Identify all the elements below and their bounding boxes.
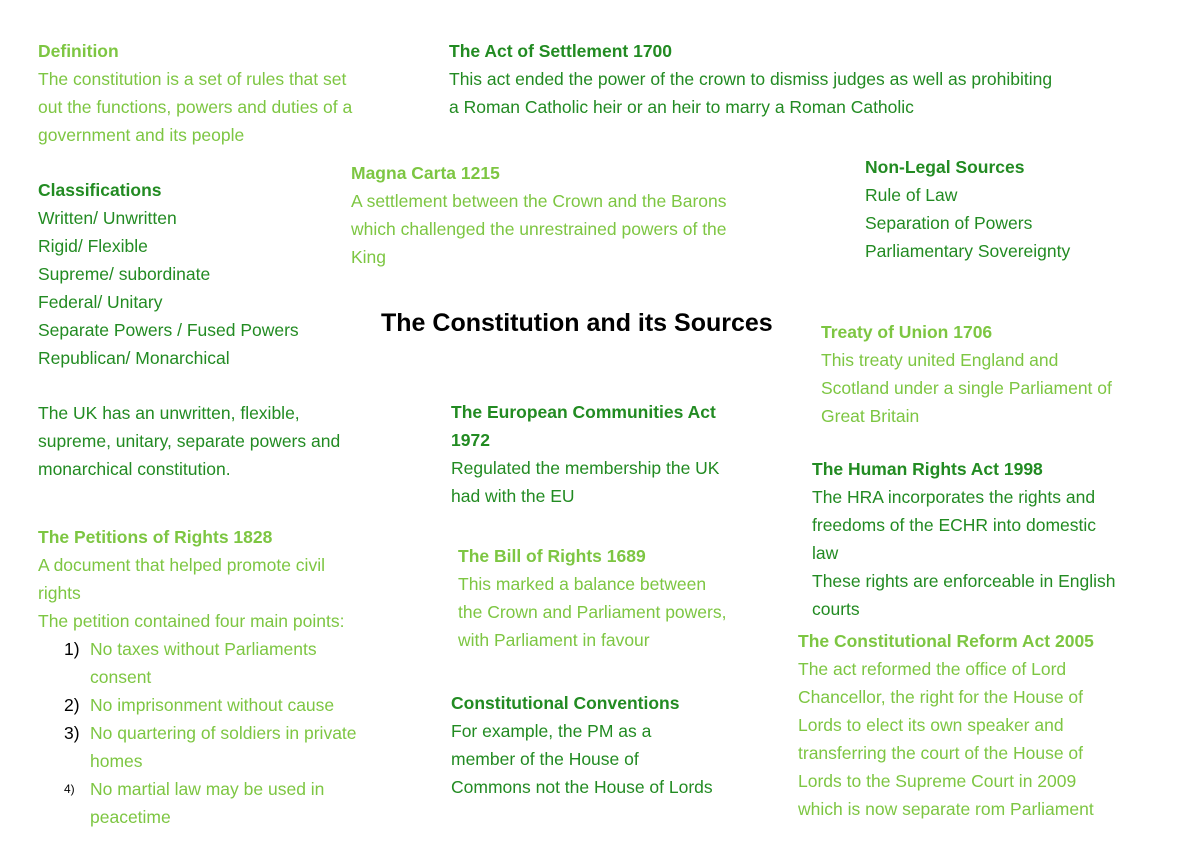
settlement-line: a Roman Catholic heir or an heir to marry a Roman Catholic	[449, 97, 914, 117]
classifications-section	[38, 176, 299, 372]
classification-item: Republican/ Monarchical	[38, 348, 230, 368]
definition-heading: Definition	[38, 41, 119, 61]
magna-carta-line: King	[351, 247, 387, 267]
classifications-heading: Classifications	[38, 180, 162, 200]
hra-line: The HRA incorporates the rights and	[812, 487, 1096, 507]
list-item	[38, 775, 357, 831]
treaty-union-heading: Treaty of Union 1706	[821, 322, 993, 342]
conventions-line: member of the House of	[451, 749, 639, 769]
definition-line: government and its people	[38, 125, 245, 145]
classification-item: Rigid/ Flexible	[38, 236, 148, 256]
definition-line: out the functions, powers and duties of a	[38, 97, 353, 117]
treaty-union-line: Scotland under a single Parliament of	[821, 378, 1112, 398]
classification-item: Federal/ Unitary	[38, 292, 163, 312]
classification-item: Supreme/ subordinate	[38, 264, 211, 284]
hra-heading: The Human Rights Act 1998	[812, 459, 1043, 479]
petitions-line: A document that helped promote civil	[38, 555, 325, 575]
petitions-points-list	[38, 635, 357, 831]
list-item	[38, 635, 357, 691]
hra-line: law	[812, 543, 839, 563]
settlement-section	[449, 37, 1052, 121]
settlement-heading: The Act of Settlement 1700	[449, 41, 673, 61]
bill-rights-line: This marked a balance between	[458, 574, 707, 594]
cra-heading: The Constitutional Reform Act 2005	[798, 631, 1094, 651]
point-text: No taxes without Parliaments	[90, 639, 317, 659]
eca-line: had with the EU	[451, 486, 575, 506]
petitions-line: The petition contained four main points:	[38, 611, 345, 631]
petitions-section	[38, 523, 357, 831]
point-text: peacetime	[90, 807, 171, 827]
classification-item: Written/ Unwritten	[38, 208, 177, 228]
cra-line: which is now separate rom Parliament	[798, 799, 1094, 819]
non-legal-heading: Non-Legal Sources	[865, 157, 1025, 177]
uk-summary-section	[38, 399, 340, 483]
magna-carta-line: which challenged the unrestrained powers of the	[351, 219, 727, 239]
treaty-union-section	[821, 318, 1112, 430]
conventions-heading: Constitutional Conventions	[451, 693, 680, 713]
hra-line: freedoms of the ECHR into domestic	[812, 515, 1097, 535]
uk-summary-line: The UK has an unwritten, flexible,	[38, 403, 300, 423]
non-legal-item: Rule of Law	[865, 185, 958, 205]
settlement-line: This act ended the power of the crown to dismiss judges as well as prohibiting	[449, 69, 1053, 89]
eca-heading: The European Communities Act	[451, 402, 716, 422]
cra-section	[798, 627, 1094, 823]
point-number: 3)	[64, 723, 80, 743]
list-item	[38, 719, 357, 775]
petitions-line: rights	[38, 583, 81, 603]
hra-section	[812, 455, 1116, 623]
cra-line: Lords to elect its own speaker and	[798, 715, 1064, 735]
conventions-line: Commons not the House of Lords	[451, 777, 713, 797]
petitions-heading: The Petitions of Rights 1828	[38, 527, 273, 547]
bill-rights-heading: The Bill of Rights 1689	[458, 546, 646, 566]
non-legal-item: Parliamentary Sovereignty	[865, 241, 1071, 261]
uk-summary-line: monarchical constitution.	[38, 459, 231, 479]
definition-section	[38, 37, 352, 149]
conventions-line: For example, the PM as a	[451, 721, 652, 741]
definition-line: The constitution is a set of rules that set	[38, 69, 347, 89]
magna-carta-heading: Magna Carta 1215	[351, 163, 500, 183]
cra-line: Lords to the Supreme Court in 2009	[798, 771, 1077, 791]
page-title: The Constitution and its Sources	[381, 309, 773, 337]
bill-rights-line: the Crown and Parliament powers,	[458, 602, 727, 622]
hra-line: courts	[812, 599, 860, 619]
point-number: 2)	[64, 695, 80, 715]
cra-line: Chancellor, the right for the House of	[798, 687, 1084, 707]
conventions-section	[451, 689, 713, 801]
classification-item: Separate Powers / Fused Powers	[38, 320, 299, 340]
point-text: No quartering of soldiers in private	[90, 723, 357, 743]
point-text: consent	[90, 667, 152, 687]
treaty-union-line: This treaty united England and	[821, 350, 1059, 370]
list-item	[38, 691, 357, 719]
bill-rights-line: with Parliament in favour	[458, 630, 650, 650]
cra-line: transferring the court of the House of	[798, 743, 1084, 763]
point-number: 4)	[64, 782, 75, 796]
eca-line: Regulated the membership the UK	[451, 458, 720, 478]
magna-carta-section	[351, 159, 727, 271]
magna-carta-line: A settlement between the Crown and the Barons	[351, 191, 727, 211]
non-legal-section	[865, 153, 1070, 265]
cra-line: The act reformed the office of Lord	[798, 659, 1067, 679]
point-number: 1)	[64, 639, 80, 659]
point-text: No imprisonment without cause	[90, 695, 335, 715]
hra-line: These rights are enforceable in English	[812, 571, 1116, 591]
uk-summary-line: supreme, unitary, separate powers and	[38, 431, 341, 451]
treaty-union-line: Great Britain	[821, 406, 920, 426]
bill-rights-section	[458, 542, 726, 654]
eca-heading-year: 1972	[451, 430, 490, 450]
non-legal-item: Separation of Powers	[865, 213, 1033, 233]
point-text: homes	[90, 751, 143, 771]
eca-section	[451, 398, 719, 510]
point-text: No martial law may be used in	[90, 779, 325, 799]
